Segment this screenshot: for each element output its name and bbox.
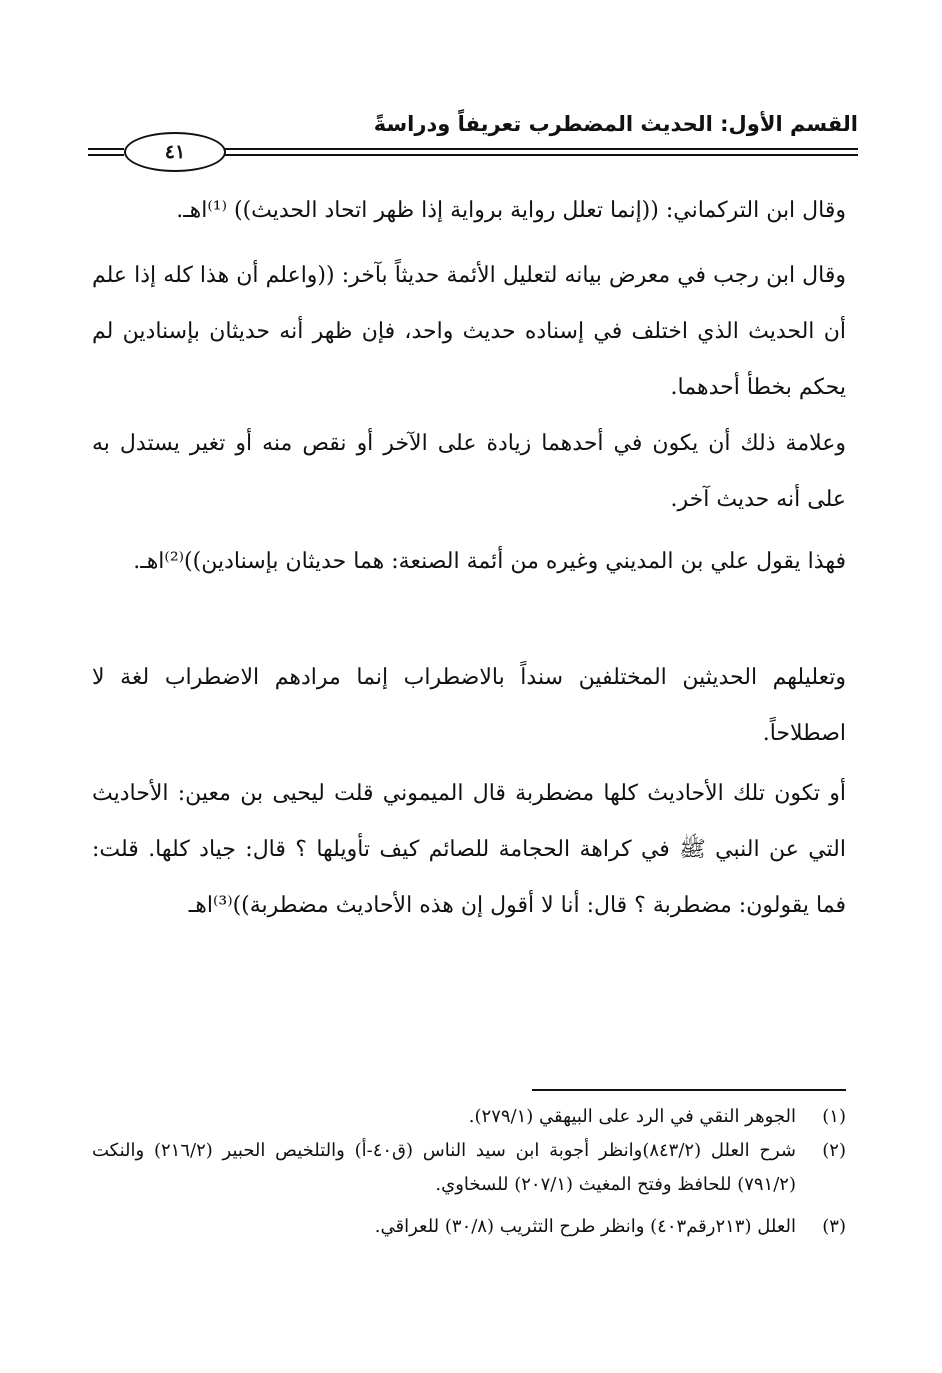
page-header — [88, 108, 858, 168]
header-rule-right-2 — [222, 154, 858, 156]
page-number-text: ٤١ — [164, 141, 186, 163]
running-title: القسم الأول: الحديث المضطرب تعريفاً ودراسةً — [373, 112, 858, 136]
paragraph-2 — [92, 248, 846, 416]
footnote-3-text: العلل (٢١٣رقم٤٠٣) وانظر طرح التثريب (٣٠/٨) للعراقي. — [374, 1216, 796, 1237]
paragraph-6 — [92, 766, 846, 934]
paragraph-5 — [92, 650, 846, 762]
paragraph-3 — [92, 416, 846, 528]
paragraph-1-text: وقال ابن التركماني: ((إنما تعلل رواية برواية إذا ظهر اتحاد الحديث)) ⁽¹⁾اهـ. — [176, 198, 846, 223]
header-rule-left-2 — [88, 154, 124, 156]
footnote-separator — [532, 1089, 846, 1091]
paragraph-1 — [92, 183, 846, 239]
paragraph-4-text: فهذا يقول علي بن المديني وغيره من أئمة الصنعة: هما حديثان بإسنادين))⁽²⁾اهـ. — [133, 549, 846, 574]
paragraph-4 — [92, 534, 846, 590]
footnote-2-text: شرح العلل (٨٤٣/٢)وانظر أجوبة ابن سيد الناس (ق٤٠-أ) والتلخيص الحبير (٢١٦/٢) والنكت (٧٩١/٢) للحافظ وفتح المغيث (٢٠٧/١) للسخاوي. — [92, 1140, 797, 1195]
header-rule-right-1 — [222, 148, 858, 150]
footnote-3-number: (٣) — [822, 1216, 846, 1237]
footnote-2 — [92, 1134, 846, 1202]
footnote-3 — [92, 1210, 846, 1244]
footnote-1-text: الجوهر النقي في الرد على البيهقي (٢٧٩/١). — [468, 1106, 796, 1127]
paragraph-5-text: وتعليلهم الحديثين المختلفين سنداً بالاضطراب إنما مرادهم الاضطراب لغة لا اصطلاحاً. — [92, 665, 846, 746]
footnotes — [92, 1100, 846, 1244]
page-number — [124, 132, 226, 172]
footnote-1 — [92, 1100, 846, 1134]
paragraph-2-text: وقال ابن رجب في معرض بيانه لتعليل الأئمة حديثاً بآخر: ((واعلم أن هذا كله إذا علم أن الحديث الذي اختلف في إسناده حديث واحد، فإن ظهر أنه حديثان بإسنادين لم يحكم بخطأ أحدهما. — [92, 263, 846, 400]
footnote-2-number: (٢) — [822, 1140, 846, 1161]
footnote-1-number: (١) — [822, 1106, 846, 1127]
paragraph-6-text: أو تكون تلك الأحاديث كلها مضطربة قال الميموني قلت ليحيى بن معين: الأحاديث التي عن النبي ﷺ في كراهة الحجامة للصائم كيف تأويلها ؟ قال: جياد كلها. قلت: فما يقولون: مضطربة ؟ قال: أنا لا أقول إن هذه الأحاديث مضطربة))⁽³⁾اهـ — [92, 781, 846, 918]
paragraph-3-text: وعلامة ذلك أن يكون في أحدهما زيادة على الآخر أو نقص منه أو تغير يستدل به على أنه حديث آخر. — [92, 431, 846, 512]
header-rule-left-1 — [88, 148, 124, 150]
